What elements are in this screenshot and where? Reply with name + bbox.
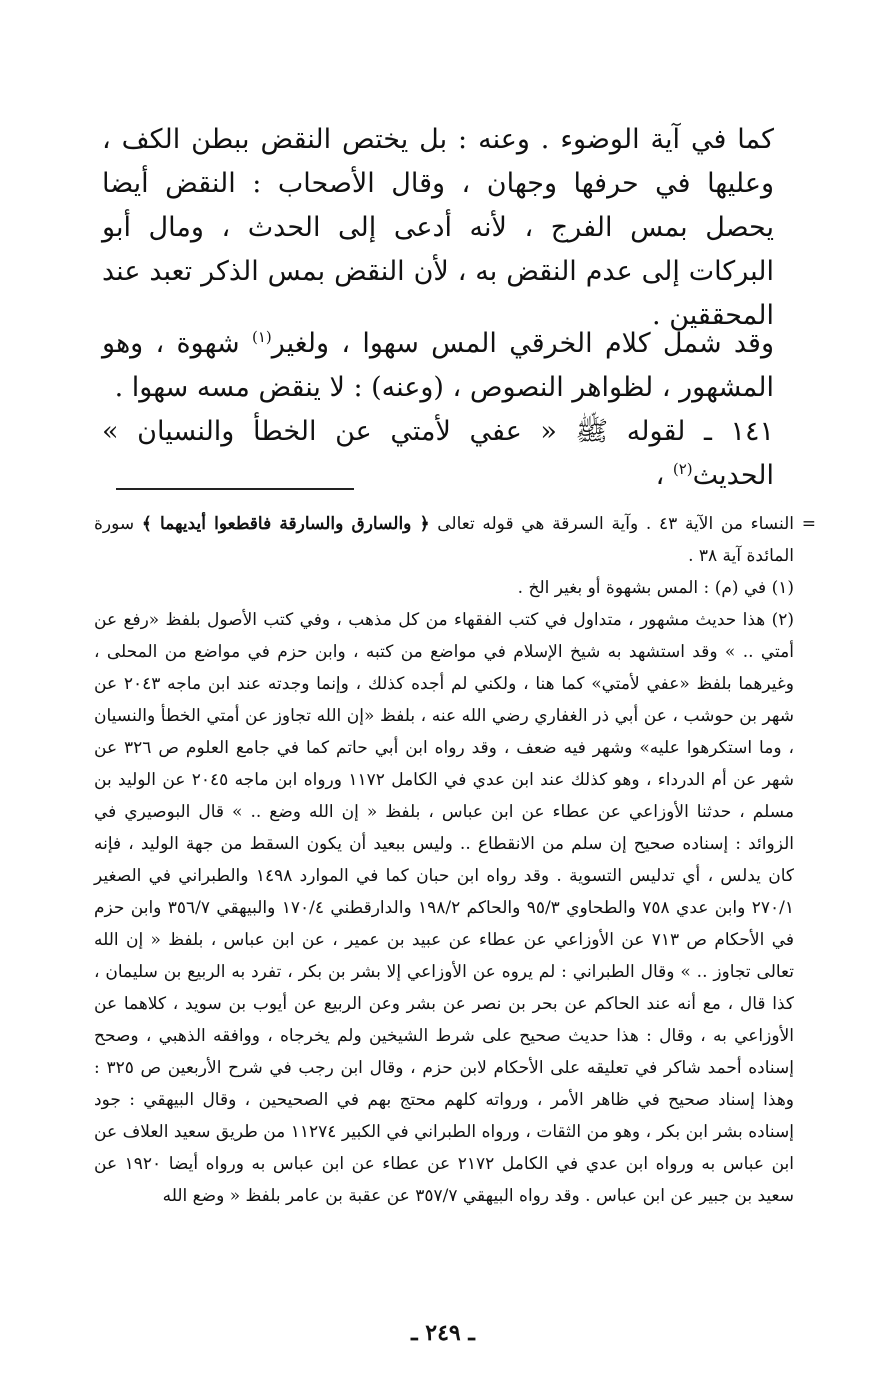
paragraph-1: كما في آية الوضوء . وعنه : بل يختص النقض ببطن الكف ، وعليها في حرفها وجهان ، وقال الأصحاب : النقض أيضا يحصل بمس الفرج ، لأنه أدعى إلى الحدث ، ومال أبو البركات إلى عدم النقض به ، لأن النقض بمس الذكر تعبد عند المحققين . bbox=[102, 124, 774, 331]
continuation-text-a: النساء من الآية ٤٣ . وآية السرقة هي قوله تعالى bbox=[429, 514, 794, 534]
continuation-text-b: سورة المائدة آية ٣٨ . bbox=[94, 514, 794, 566]
paragraph-2-text-b: شهوة ، وهو المشهور ، لظواهر النصوص ، (وعنه) : لا ينقض مسه سهوا . bbox=[102, 328, 774, 403]
paragraph-2-text-a: وقد شمل كلام الخرقي المس سهوا ، ولغير bbox=[271, 328, 774, 359]
paragraph-3 bbox=[102, 410, 774, 498]
footnote-ref-1: (١) bbox=[251, 328, 272, 346]
continuation-mark: = bbox=[801, 514, 816, 534]
quran-verse: ﴿ والسارق والسارقة فاقطعوا أيديهما ﴾ bbox=[141, 514, 430, 534]
main-text-block-2 bbox=[102, 322, 774, 498]
footnote-2: (٢) هذا حديث مشهور ، متداول في كتب الفقهاء من كل مذهب ، وفي كتب الأصول بلفظ «رفع عن أمتي .. » وقد استشهد به شيخ الإسلام في مواضع من كتبه ، وابن حزم في مواضع من المحلى ، وغيرهما بلفظ «عفي لأمتي» كما هنا ، ولكني لم أجده كذلك ، وإنما وجدته عند ابن ماجه ٢٠٤٣ عن شهر بن حوشب ، عن أبي ذر الغفاري رضي الله عنه ، بلفظ «إن الله تجاوز عن أمتي الخطأ والنسيان ، وما استكرهوا عليه» وشهر فيه ضعف ، وقد رواه ابن أبي حاتم كما في جامع العلوم ص ٣٢٦ عن شهر عن أم الدرداء ، وهو كذلك عند ابن عدي في الكامل ١١٧٢ ورواه ابن ماجه ٢٠٤٥ عن الوليد بن مسلم ، حدثنا الأوزاعي عن عطاء عن ابن عباس ، بلفظ « إن الله وضع .. » قال البوصيري في الزوائد : إسناده صحيح إن سلم من الانقطاع .. وليس ببعيد أن يكون السقط من جهة الوليد ، فإنه كان يدلس ، أي تدليس التسوية . وقد رواه ابن حبان كما في الموارد ١٤٩٨ والطبراني في الصغير ٢٧٠/١ وابن عدي ٧٥٨ والطحاوي ٩٥/٣ والحاكم ١٩٨/٢ والدارقطني ١٧٠/٤ والبيهقي ٣٥٦/٧ وابن حزم في الأحكام ص ٧١٣ عن الأوزاعي عن عطاء عن عبيد بن عمير ، عن ابن عباس ، بلفظ « إن الله تعالى تجاوز .. » وقال الطبراني : لم يروه عن الأوزاعي إلا بشر بن بكر ، تفرد به الربيع بن سليمان ، كذا قال ، مع أنه عند الحاكم عن بحر بن نصر عن بشر وعن الربيع عن أيوب بن سويد ، كلاهما عن الأوزاعي به ، وقال : هذا حديث صحيح على شرط الشيخين ولم يخرجاه ، ووافقه الذهبي ، وصحح إسناده أحمد شاكر في تعليقه على الأحكام لابن حزم ، وقال ابن رجب في شرح الأربعين ص ٣٢٥ : وهذا إسناد صحيح في ظاهر الأمر ، ورواته كلهم محتج بهم في الصحيحين ، وقال البيهقي : جود إسناده بشر ابن بكر ، وهو من الثقات ، ورواه الطبراني في الكبير ١١٢٧٤ من طريق سعيد العلاف عن ابن عباس به ورواه ابن عدي في الكامل ٢١٧٢ عن عطاء عن ابن عباس به ورواه أيضا ١٩٢٠ عن سعيد بن جبير عن ابن عباس . وقد رواه البيهقي ٣٥٧/٧ عن عقبة بن عامر بلفظ « وضع الله bbox=[94, 610, 795, 1206]
footnote-continuation bbox=[94, 508, 816, 572]
paragraph-3-text-a: ١٤١ ـ لقوله ﷺ « عفي لأمتي عن الخطأ والنسيان » الحديث bbox=[102, 416, 774, 491]
page-number: ـ ٢٤٩ ـ bbox=[411, 1320, 475, 1346]
paragraph-2 bbox=[102, 322, 774, 410]
footnote-separator bbox=[116, 488, 354, 490]
main-text-block bbox=[102, 118, 774, 338]
footnote-ref-2: (٢) bbox=[672, 460, 693, 478]
footnotes-block bbox=[94, 508, 816, 1212]
paragraph-3-text-b: ، bbox=[655, 460, 673, 491]
footnote-1: (١) في (م) : المس بشهوة أو بغير الخ . bbox=[517, 578, 794, 598]
